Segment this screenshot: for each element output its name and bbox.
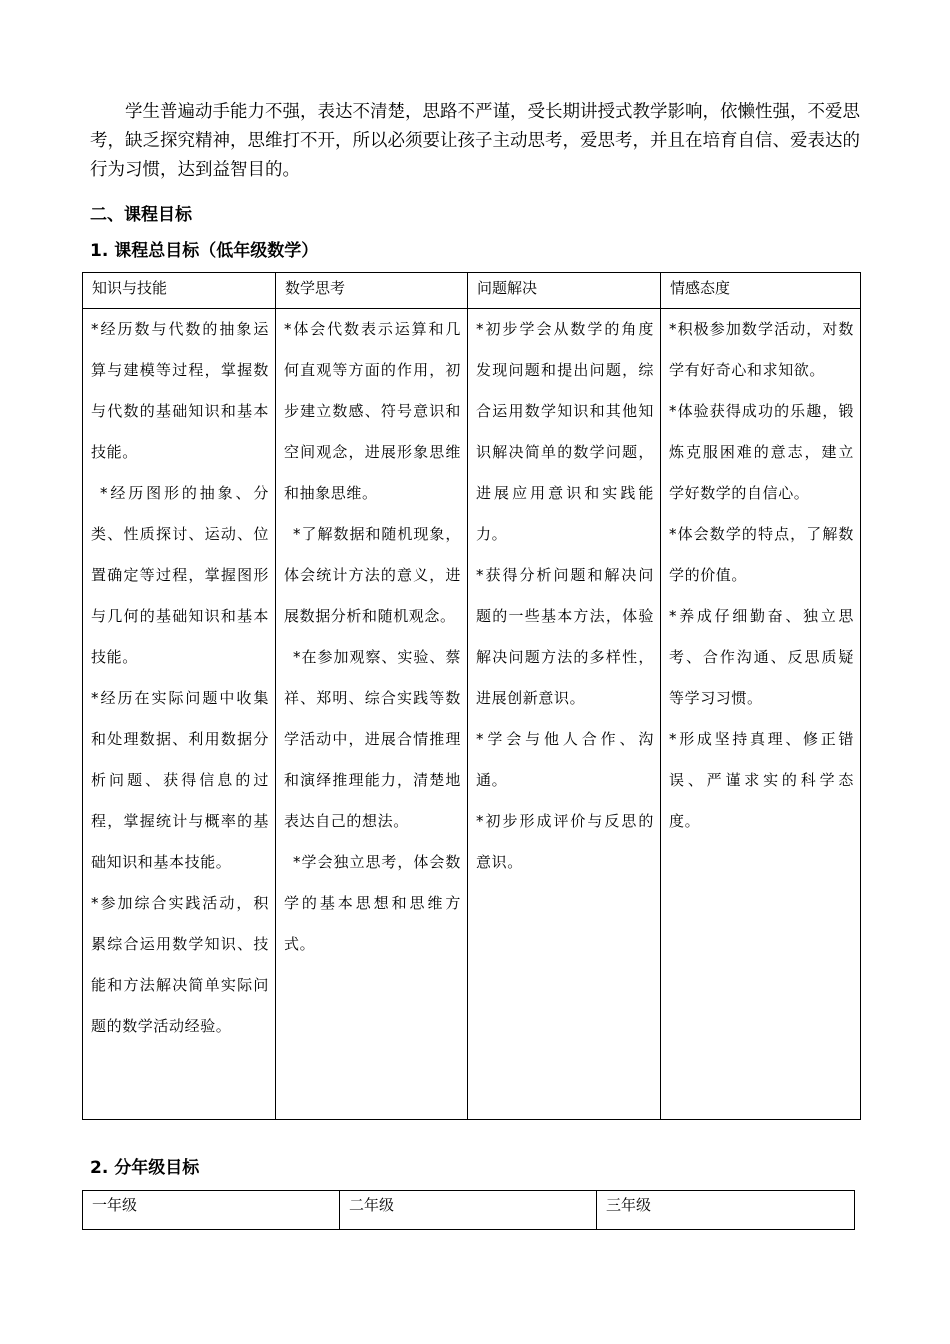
subheading-overall-goals: 1. 课程总目标（低年级数学） xyxy=(90,241,319,261)
goal-item: *初步学会从数学的角度发现问题和提出问题，综合运用数学知识和其他知识解决简单的数学问题，进展应用意识和实践能力。 xyxy=(476,320,654,543)
grade-goals-table xyxy=(82,1190,855,1230)
goal-item: *经历在实际问题中收集和处理数据、利用数据分析问题、获得信息的过程，掌握统计与概率的基础知识和基本技能。 xyxy=(91,689,269,871)
table-body-row xyxy=(83,309,861,1120)
cell-knowledge-skills xyxy=(83,309,276,1120)
cell-attitude xyxy=(661,309,861,1120)
header-math-thinking: 数学思考 xyxy=(276,273,468,309)
goal-item: *体会代数表示运算和几何直观等方面的作用，初步建立数感、符号意识和空间观念，进展形象思维和抽象思维。 xyxy=(284,320,461,502)
goal-item: *了解数据和随机现象，体会统计方法的意义，进展数据分析和随机观念。 xyxy=(284,525,461,625)
cell-math-thinking xyxy=(276,309,468,1120)
goal-item: *学会独立思考，体会数学的基本思想和思维方式。 xyxy=(284,853,461,953)
header-attitude: 情感态度 xyxy=(661,273,861,309)
goal-item: *形成坚持真理、修正错误、严谨求实的科学态度。 xyxy=(669,730,854,830)
header-grade-1: 一年级 xyxy=(83,1191,340,1230)
goal-item: *积极参加数学活动，对数学有好奇心和求知欲。 xyxy=(669,320,854,379)
section-heading-course-goals: 二、课程目标 xyxy=(90,205,192,225)
subheading-grade-goals: 2. 分年级目标 xyxy=(90,1158,200,1178)
header-problem-solving: 问题解决 xyxy=(468,273,661,309)
header-grade-3: 三年级 xyxy=(597,1191,855,1230)
intro-paragraph: 学生普遍动手能力不强，表达不清楚，思路不严谨，受长期讲授式教学影响，依懒性强，不爱思考，缺乏探究精神，思维打不开，所以必须要让孩子主动思考，爱思考，并且在培育自信、爱表达的行为习惯，达到益智目的。 xyxy=(90,102,860,180)
goal-item: *获得分析问题和解决问题的一些基本方法，体验解决问题方法的多样性，进展创新意识。 xyxy=(476,566,654,707)
goal-item: *体验获得成功的乐趣，锻炼克服困难的意志，建立学好数学的自信心。 xyxy=(669,402,854,502)
goal-item: *经历图形的抽象、分类、性质探讨、运动、位置确定等过程，掌握图形与几何的基础知识和基本技能。 xyxy=(91,484,269,666)
table-header-row xyxy=(83,273,861,309)
header-knowledge-skills: 知识与技能 xyxy=(83,273,276,309)
goal-item: *学会与他人合作、沟通。 xyxy=(476,730,654,789)
header-grade-2: 二年级 xyxy=(340,1191,597,1230)
goal-item: *在参加观察、实验、蔡祥、郑明、综合实践等数学活动中，进展合情推理和演绎推理能力，清楚地表达自己的想法。 xyxy=(284,648,461,830)
goal-item: *参加综合实践活动，积累综合运用数学知识、技能和方法解决简单实际问题的数学活动经验。 xyxy=(91,894,269,1035)
goal-item: *养成仔细勤奋、独立思考、合作沟通、反思质疑等学习习惯。 xyxy=(669,607,854,707)
goal-item: *体会数学的特点，了解数学的价值。 xyxy=(669,525,854,584)
overall-goals-table xyxy=(82,272,861,1120)
cell-problem-solving xyxy=(468,309,661,1120)
grade-header-row xyxy=(83,1191,855,1230)
goal-item: *经历数与代数的抽象运算与建模等过程，掌握数与代数的基础知识和基本技能。 xyxy=(91,320,269,461)
goal-item: *初步形成评价与反思的意识。 xyxy=(476,812,654,871)
